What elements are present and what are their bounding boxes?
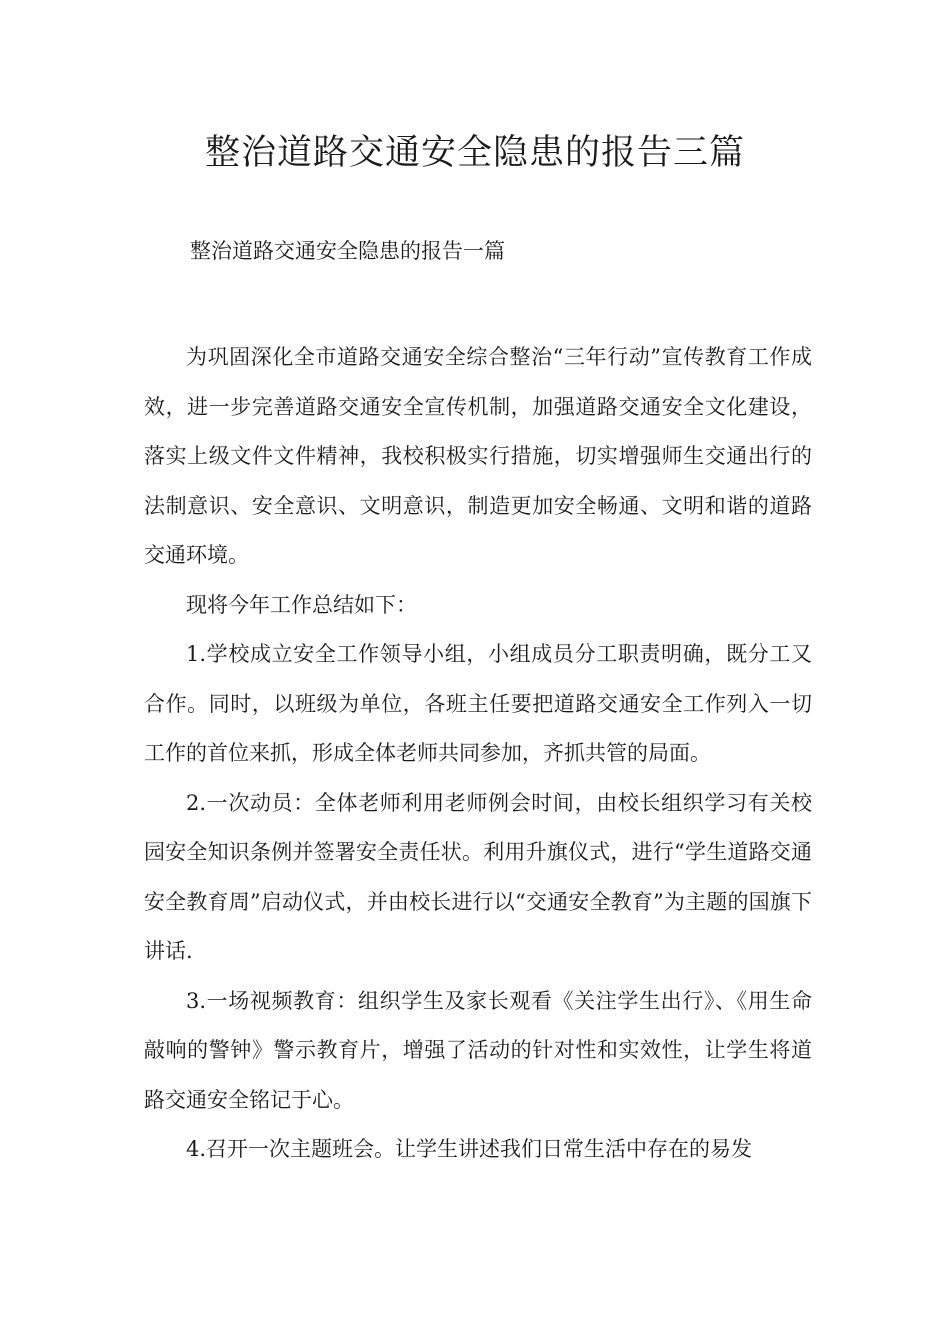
- document-title: 整治道路交通安全隐患的报告三篇: [204, 133, 745, 173]
- section-subtitle: 整治道路交通安全隐患的报告一篇: [190, 239, 505, 263]
- paragraph-item-4: 4.召开一次主题班会。让学生讲述我们日常生活中存在的易发: [186, 1137, 753, 1161]
- paragraph-intro: 为巩固深化全市道路交通安全综合整治“三年行动”宣传教育工作成效，进一步完善道路交通安全宣传机制，加强道路交通安全文化建设，落实上级文件文件精神，我校积极实行措施，切实增强师生交通出行的法制意识、安全意识、文明意识，制造更加安全畅通、文明和谐的道路交通环境。: [144, 345, 812, 567]
- paragraph-item-2: 2.一次动员：全体老师利用老师例会时间，由校长组织学习有关校园安全知识条例并签署安全责任状。利用升旗仪式，进行“学生道路交通安全教育周”启动仪式，并由校长进行以“交通安全教育”为主题的国旗下讲话.: [144, 790, 812, 963]
- paragraph-item-3: 3.一场视频教育：组织学生及家长观看《关注学生出行》、《用生命敲响的警钟》警示教育片，增强了活动的针对性和实效性，让学生将道路交通安全铭记于心。: [144, 988, 812, 1112]
- document-body: [144, 333, 812, 1175]
- paragraph-summary-lead: 现将今年工作总结如下：: [186, 592, 417, 617]
- paragraph-item-1: 1.学校成立安全工作领导小组，小组成员分工职责明确，既分工又合作。同时，以班级为单位，各班主任要把道路交通安全工作列入一切工作的首位来抓，形成全体老师共同参加，齐抓共管的局面。: [144, 642, 812, 765]
